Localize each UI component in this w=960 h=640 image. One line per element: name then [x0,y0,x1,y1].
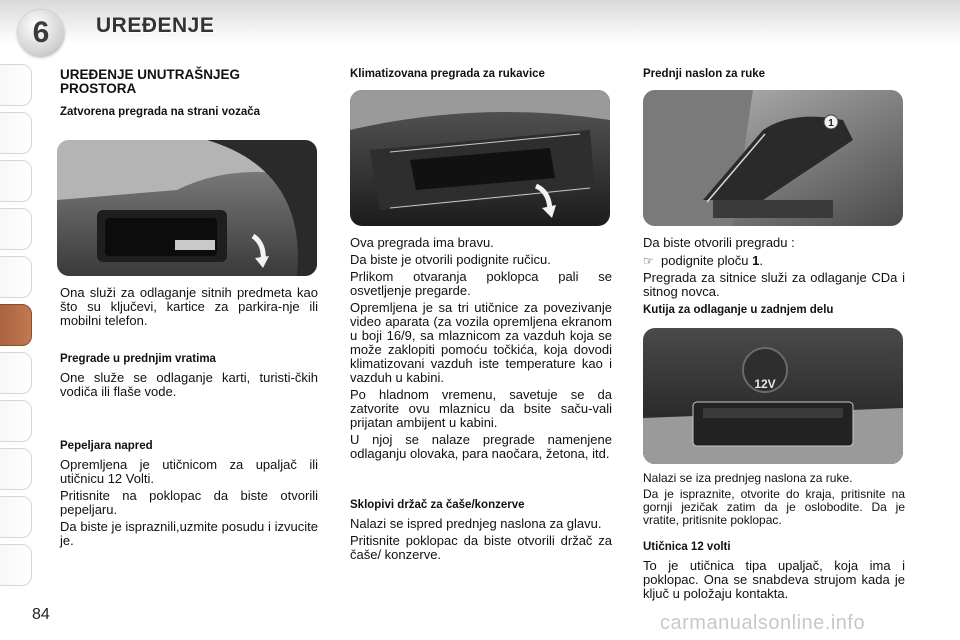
paragraph: To je utičnica tipa upaljač, koja ima i poklopac. Ona se snabdeva strujom kada je ključ u položaju kontakta. [643,558,905,601]
right-column-top [643,68,905,81]
chapter-tab[interactable] [0,544,32,586]
chapter-tab[interactable] [0,64,32,106]
middle-column-body [350,236,612,565]
socket-label: 12V [754,377,776,391]
subsection-title: Sklopivi držač za čaše/konzerve [350,499,525,511]
chapter-tab[interactable] [0,208,32,250]
paragraph: One služe se odlaganje karti, turisti-čkih vodiča ili flaše vode. [60,370,318,399]
chapter-tab[interactable] [0,496,32,538]
paragraph: Pritisnite na poklopac da biste otvorili pepeljaru. [60,488,318,517]
rear-storage-photo [643,328,903,464]
driver-compartment-photo [57,140,317,276]
watermark: carmanualsonline.info [660,612,866,634]
paragraph: Prlikom otvaranja poklopca pali se osvetljenje pregarde. [350,269,612,298]
callout-number: 1 [828,118,834,129]
chapter-title: UREĐENJE [96,14,215,37]
subsection-title: Kutija za odlaganje u zadnjem delu [643,304,834,316]
subsection-title: Pregrade u prednjim vratima [60,353,216,365]
chapter-number: 6 [32,16,50,49]
page-number: 84 [32,606,50,623]
paragraph: Da biste je ispraznili,uzmite posudu i izvucite je. [60,519,318,548]
pointing-hand-icon: ☞ [643,254,654,268]
left-column-body [60,286,318,551]
paragraph: Pritisnite poklopac da biste otvorili držač za čaše/ konzerve. [350,533,612,562]
paragraph: Po hladnom vremenu, savetuje se da zatvorite ovu mlaznicu da bsite saču-vali prijatan ambijent u kabini. [350,387,612,430]
chapter-tab[interactable] [0,160,32,202]
paragraph: Ona služi za odlaganje sitnih predmeta kao što su ključevi, kartice za parkira-nje ili mobilni telefon. [60,285,318,328]
subsection-title: Klimatizovana pregrada za rukavice [350,68,545,80]
chapter-tab[interactable] [0,352,32,394]
paragraph: Da je ispraznite, otvorite do kraja, pritisnite na gornji jezičak zatim da je oslobodite. Da je vratite, pritisnite poklopac. [643,487,905,527]
section-title: UREĐENJE UNUTRAŠNJEG PROSTORA [60,67,241,96]
paragraph: Nalazi se iza prednjeg naslona za ruke. [643,471,853,485]
right-column-body [643,236,905,317]
paragraph: Opremljena je sa tri utičnice za povezivanje video aparata (za vozila opremljena ekranom u boji 16/9, sa mlaznicom za vazduh koja se može zaklopiti pomoću točkića, koja dovodi klimatizovani vazduh iste temperature kao i vazduh u kabini. [350,300,612,385]
middle-column-top [350,68,612,81]
paragraph: Da biste je otvorili podignite ručicu. [350,252,551,267]
bullet-item: ☞ podignite ploču 1. [643,253,763,268]
glovebox-photo [350,90,610,226]
paragraph: Opremljena je utičnicom za upaljač ili utičnicu 12 Volti. [60,457,318,486]
left-column-top [60,68,318,119]
armrest-photo [643,90,903,226]
right-column-bottom [643,472,905,604]
subsection-title: Prednji naslon za ruke [643,68,766,80]
subsection-title: Utičnica 12 volti [643,541,731,553]
paragraph: Nalazi se ispred prednjeg naslona za glavu. [350,516,602,531]
subsection-title: Zatvorena pregrada na strani vozača [60,106,261,118]
paragraph: Ova pregrada ima bravu. [350,235,494,250]
paragraph: U njoj se nalaze pregrade namenjene odlaganju olovaka, para naočara, žetona, itd. [350,432,612,461]
chapter-tab[interactable] [0,400,32,442]
chapter-tab-active[interactable] [0,304,32,346]
subsection-title: Pepeljara napred [60,440,153,452]
paragraph: Pregrada za sitnice služi za odlaganje CDa i sitnog novca. [643,270,905,299]
chapter-tab[interactable] [0,112,32,154]
chapter-tab[interactable] [0,256,32,298]
paragraph: Da biste otvorili pregradu : [643,235,795,250]
chapter-tab[interactable] [0,448,32,490]
